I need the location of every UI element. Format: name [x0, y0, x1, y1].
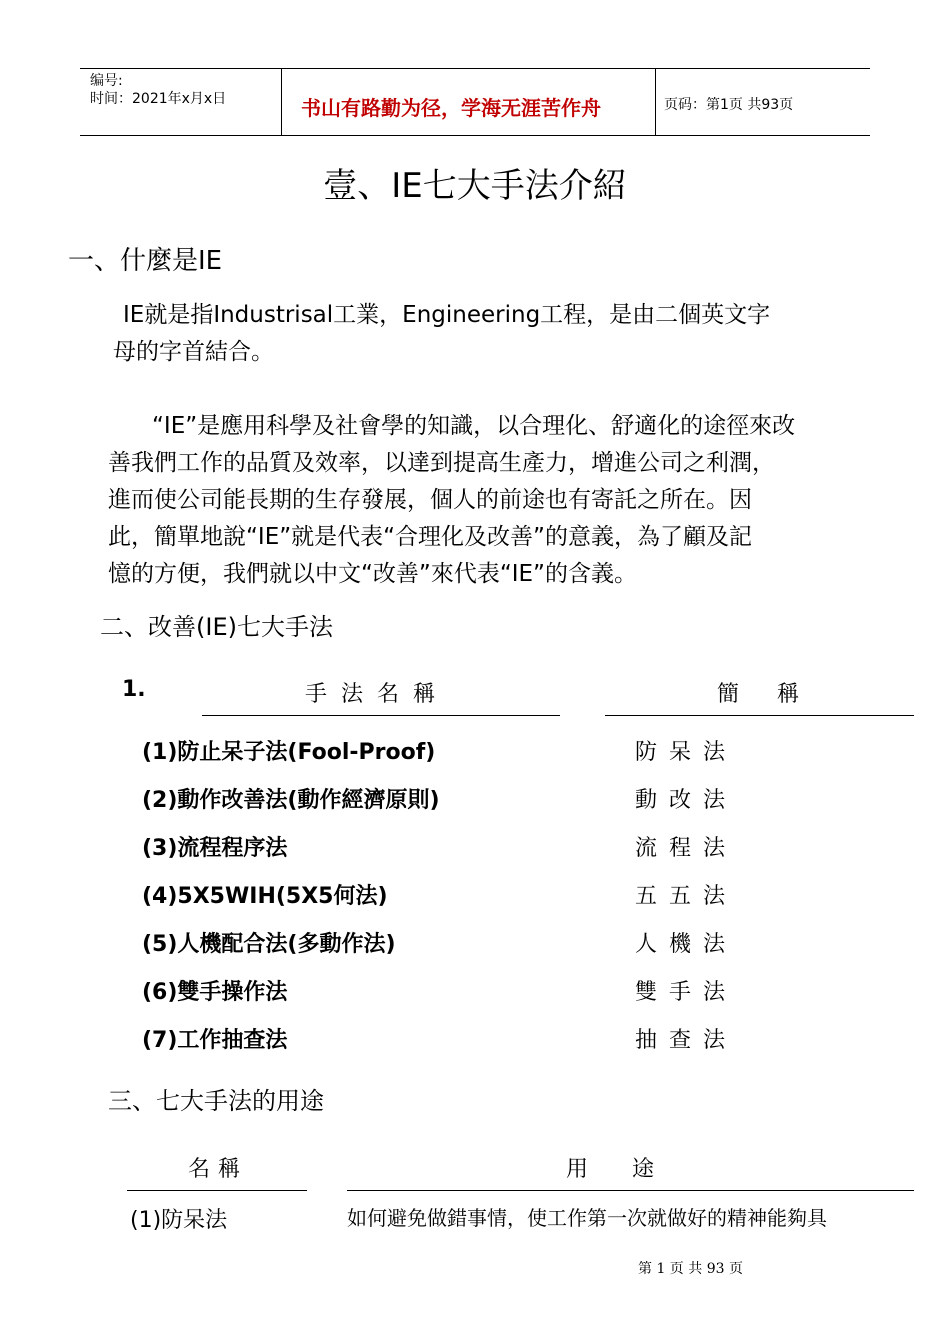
table-col2-header: 簡稱 [717, 682, 838, 707]
section-1-para-1-line-1: IE就是指Industrisal工業，Engineering工程，是由二個英文字 [123, 302, 771, 328]
section-1-heading: 一、什麼是IE [68, 246, 223, 276]
table-number: 1. [122, 677, 146, 702]
section-1-para-2-line-1: “IE”是應用科學及社會學的知識，以合理化、舒適化的途徑來改 [152, 413, 796, 439]
table-row-5-abbr: 人機法 [635, 932, 738, 957]
table-row-2-name: (2)動作改善法(動作經濟原則) [142, 788, 440, 813]
header-motto: 书山有路勤为径，学海无涯苦作舟 [301, 96, 601, 120]
table-row-1-name: (1)防止呆子法(Fool-Proof) [142, 740, 436, 765]
table-row-3-name: (3)流程程序法 [142, 836, 288, 861]
table-col1-rule [202, 715, 560, 716]
header-divider-1 [281, 68, 282, 136]
section-1-para-2-line-2: 善我們工作的品質及效率，以達到提高生產力，增進公司之利潤， [108, 450, 775, 476]
section-1-para-2-line-4: 此，簡單地說“IE”就是代表“合理化及改善”的意義，為了顧及記 [108, 524, 752, 550]
header-bottom-rule [80, 135, 870, 136]
table-row-4-abbr: 五五法 [635, 884, 738, 909]
table-row-5-name: (5)人機配合法(多動作法) [142, 932, 396, 957]
header-top-rule [80, 68, 870, 69]
section-3-heading: 三、七大手法的用途 [108, 1087, 324, 1115]
use-table-row-1-use: 如何避免做錯事情，使工作第一次就做好的精神能夠具 [347, 1206, 827, 1230]
use-table-col2-header: 用 途 [566, 1157, 655, 1182]
section-1-para-2-line-3: 進而使公司能長期的生存發展，個人的前途也有寄託之所在。因 [108, 487, 752, 513]
table-row-7-abbr: 抽查法 [635, 1028, 738, 1053]
table-row-4-name: (4)5X5WIH(5X5何法) [142, 884, 388, 909]
use-table-col1-header: 名稱 [188, 1157, 249, 1182]
table-col1-header: 手法名稱 [305, 682, 450, 707]
date-label: 时间：2021年x月x日 [90, 91, 227, 107]
use-table-col1-rule [127, 1190, 307, 1191]
header-page-info: 页码：第1页 共93页 [664, 97, 794, 113]
table-col2-rule [605, 715, 914, 716]
use-table-col2-rule [347, 1190, 914, 1191]
table-row-6-name: (6)雙手操作法 [142, 980, 288, 1005]
table-row-3-abbr: 流程法 [635, 836, 738, 861]
table-row-6-abbr: 雙手法 [635, 980, 738, 1005]
page-footer: 第 1 页 共 93 页 [638, 1261, 743, 1277]
document-title: 壹、IE七大手法介紹 [323, 166, 627, 206]
table-row-2-abbr: 動改法 [635, 788, 738, 813]
section-1-para-2-line-5: 憶的方便，我們就以中文“改善”來代表“IE”的含義。 [108, 561, 637, 587]
section-2-heading: 二、改善(IE)七大手法 [100, 613, 333, 641]
table-row-7-name: (7)工作抽查法 [142, 1028, 288, 1053]
section-1-para-1-line-2: 母的字首結合。 [113, 339, 274, 365]
table-row-1-abbr: 防呆法 [635, 740, 738, 765]
header-divider-2 [655, 68, 656, 136]
doc-number-label: 编号: [90, 73, 123, 89]
use-table-row-1-name: (1)防呆法 [130, 1208, 228, 1233]
